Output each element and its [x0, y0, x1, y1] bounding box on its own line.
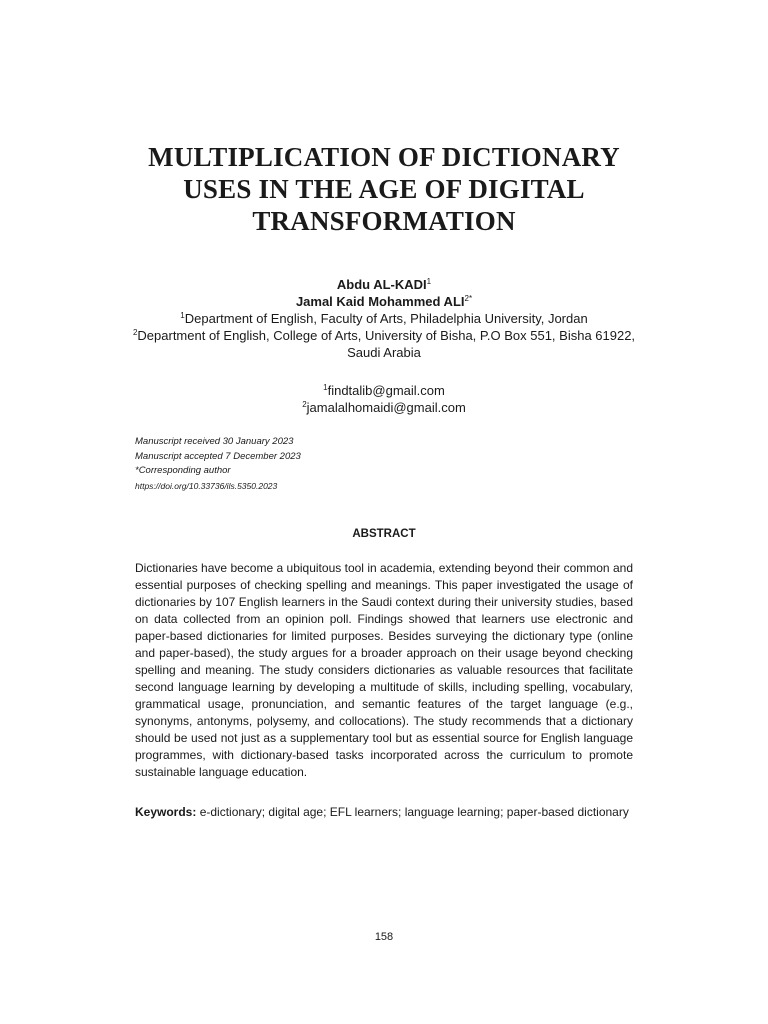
manuscript-received: Manuscript received 30 January 2023 [135, 436, 294, 447]
keywords [135, 804, 633, 821]
email-block [100, 382, 668, 416]
affiliation-2 [100, 327, 668, 344]
page-number: 158 [374, 931, 394, 943]
author-block [100, 276, 668, 361]
keywords-text: e-dictionary; digital age; EFL learners; language learning; paper-based dictionary [199, 805, 629, 819]
corresponding-author-note: *Corresponding author [135, 465, 231, 476]
affiliation-text: Department of English, Faculty of Arts, Philadelphia University, Jordan [184, 311, 588, 326]
email-2 [100, 399, 668, 416]
author-2 [100, 293, 668, 310]
affiliation-text: Department of English, College of Arts, University of Bisha, P.O Box 551, Bisha 61922, [137, 328, 636, 343]
title-line-2: USES IN THE AGE OF DIGITAL [183, 174, 585, 204]
author-sup: 1 [426, 277, 432, 286]
keywords-label: Keywords: [135, 805, 197, 819]
affiliation-2-continued [100, 344, 668, 361]
manuscript-info [135, 435, 301, 493]
title-line-3: TRANSFORMATION [252, 206, 516, 236]
abstract-text: Dictionaries have become a ubiquitous tool in academia, extending beyond their common and essential purposes of checking spelling and meanings. This paper investigated the usage of dictionaries by 107 English learners in the Saudi context during their university studies, based on data collected from an opinion poll. Findings showed that learners use electronic and paper-based dictionaries for limited purposes. Besides surveying the dictionary type (online and paper-based), the study argues for a broader approach on their usage beyond checking spelling and meaning. The study considers dictionaries as valuable resources that facilitate second language learning by developing a multitude of skills, including spelling, vocabulary, grammatical usage, pronunciation, and semantic features of the target language (e.g., synonyms, antonyms, polysemy, and collocations). The study recommends that a dictionary should be used not just as a supplementary tool but as essential source for English language programmes, with dictionary-based tasks incorporated across the curriculum to promote sustainable language education. [135, 561, 633, 779]
affiliation-text: Saudi Arabia [347, 345, 421, 360]
title-line-1: MULTIPLICATION OF DICTIONARY [148, 142, 620, 172]
author-1 [100, 276, 668, 293]
email-sup: 2 [302, 400, 307, 409]
affiliation-sup: 1 [180, 311, 185, 320]
author-sup: 2* [464, 294, 473, 303]
email-text: jamalalhomaidi@gmail.com [306, 400, 466, 415]
author-name: Abdu AL-KADI [336, 277, 427, 292]
author-name: Jamal Kaid Mohammed ALI [295, 294, 465, 309]
manuscript-accepted: Manuscript accepted 7 December 2023 [135, 450, 301, 462]
doi-link[interactable]: https://doi.org/10.33736/ils.5350.2023 [135, 480, 278, 491]
affiliation-sup: 2 [132, 328, 138, 337]
affiliation-1 [100, 310, 668, 327]
email-text: findtalib@gmail.com [327, 383, 445, 398]
email-1 [100, 382, 668, 399]
paper-title [120, 141, 648, 237]
abstract-heading: ABSTRACT [352, 528, 416, 540]
email-sup: 1 [323, 383, 328, 392]
